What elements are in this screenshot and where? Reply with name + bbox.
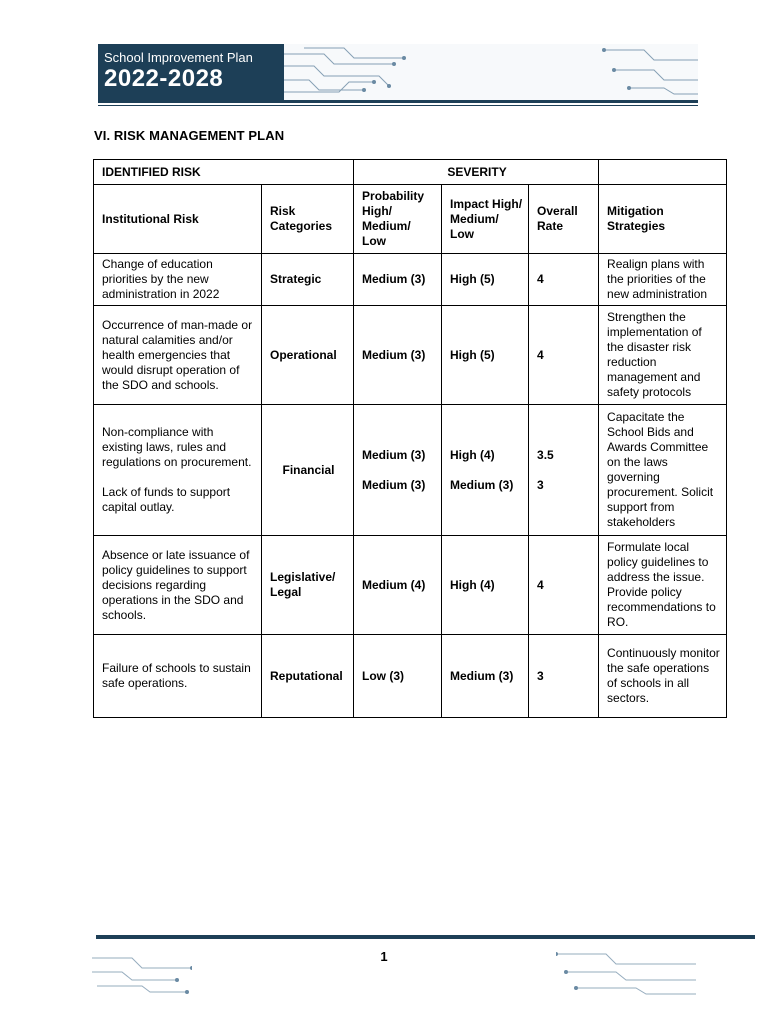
mitigation-cell: Realign plans with the priorities of the new administration [599, 254, 727, 306]
table-row [94, 254, 727, 306]
category-cell: Reputational [262, 635, 354, 718]
identified-risk-header: IDENTIFIED RISK [94, 160, 354, 185]
mitigation-cell: Strengthen the implementation of the disaster risk reduction management and safety protocols [599, 306, 727, 405]
header-rule-thin [98, 105, 698, 106]
probability-cell: Medium (4) [354, 536, 442, 635]
table-row [94, 635, 727, 718]
risk-cell [94, 405, 262, 536]
circuit-decoration-icon [284, 44, 698, 100]
mitigation-cell: Continuously monitor the safe operations of schools in all sectors. [599, 635, 727, 718]
banner-title-block [98, 44, 284, 100]
table-row [94, 306, 727, 405]
column-probability: Probability High/ Medium/ Low [354, 185, 442, 254]
banner-years: 2022-2028 [104, 65, 224, 92]
probability-cell: Medium (3) [354, 254, 442, 306]
impact-value-b: Medium (3) [450, 477, 514, 492]
rate-value-b: 3 [537, 477, 544, 492]
rate-cell: 3 [529, 635, 599, 718]
mitigation-cell: Capacitate the School Bids and Awards Committee on the laws governing procurement. Solicit support from stakeholders [599, 405, 727, 536]
banner-subtitle: School Improvement Plan [104, 50, 253, 65]
page-number: 1 [380, 949, 388, 964]
rate-cell [529, 405, 599, 536]
header-rule [98, 100, 698, 103]
probability-cell: Medium (3) [354, 306, 442, 405]
risk-cell: Absence or late issuance of policy guidelines to support decisions regarding operations in the SDO and schools. [94, 536, 262, 635]
table-group-header-row [94, 160, 727, 185]
column-mitigation: Mitigation Strategies [599, 185, 727, 254]
risk-text-b: Lack of funds to support capital outlay. [102, 485, 231, 514]
risk-cell: Change of education priorities by the new administration in 2022 [94, 254, 262, 306]
probability-cell [354, 405, 442, 536]
probability-cell: Low (3) [354, 635, 442, 718]
risk-text-a: Non-compliance with existing laws, rules and regulations on procurement. [102, 425, 252, 469]
category-cell: Financial [262, 405, 354, 536]
risk-cell: Occurrence of man-made or natural calamities and/or health emergencies that would disrupt operation of the SDO and schools. [94, 306, 262, 405]
column-impact: Impact High/ Medium/ Low [442, 185, 529, 254]
rate-cell: 4 [529, 536, 599, 635]
impact-cell: High (5) [442, 306, 529, 405]
impact-cell: Medium (3) [442, 635, 529, 718]
rate-value-a: 3.5 [537, 447, 554, 462]
category-cell: Legislative/ Legal [262, 536, 354, 635]
table-row [94, 536, 727, 635]
category-cell: Operational [262, 306, 354, 405]
severity-header: SEVERITY [354, 160, 599, 185]
header-banner [98, 44, 698, 100]
table-column-header-row [94, 185, 727, 254]
empty-header-cell [599, 160, 727, 185]
rate-cell: 4 [529, 306, 599, 405]
probability-value-b: Medium (3) [362, 477, 426, 492]
circuit-decoration-right-icon [556, 944, 696, 1001]
impact-cell: High (4) [442, 536, 529, 635]
section-heading: VI. RISK MANAGEMENT PLAN [94, 128, 285, 143]
circuit-decoration-left-icon [92, 950, 192, 1001]
mitigation-cell: Formulate local policy guidelines to address the issue. Provide policy recommendations to RO. [599, 536, 727, 635]
column-risk-categories: Risk Categories [262, 185, 354, 254]
table-row [94, 405, 727, 536]
impact-cell: High (5) [442, 254, 529, 306]
footer-rule [96, 935, 755, 939]
risk-management-table [93, 159, 727, 718]
probability-value-a: Medium (3) [362, 447, 426, 462]
impact-value-a: High (4) [450, 447, 495, 462]
impact-cell [442, 405, 529, 536]
category-cell: Strategic [262, 254, 354, 306]
risk-cell: Failure of schools to sustain safe operations. [94, 635, 262, 718]
rate-cell: 4 [529, 254, 599, 306]
column-institutional-risk: Institutional Risk [94, 185, 262, 254]
column-overall-rate: Overall Rate [529, 185, 599, 254]
